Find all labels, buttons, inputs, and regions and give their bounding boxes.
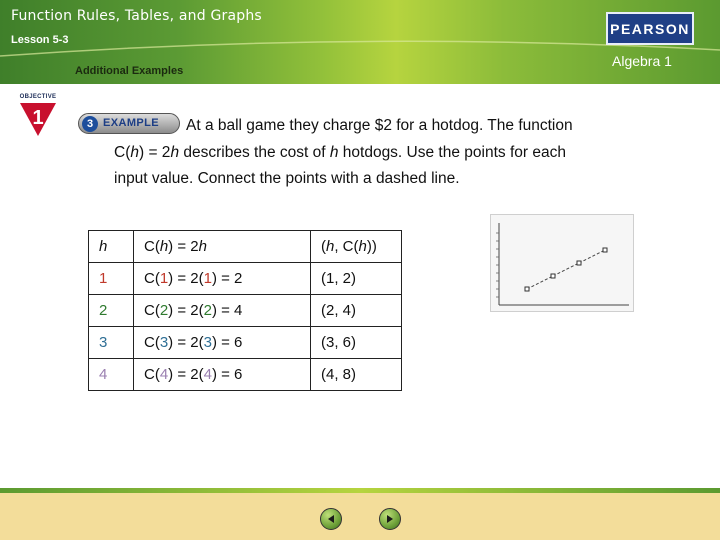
text-segment: ) = 2 bbox=[138, 144, 171, 161]
graph-dashed-segment bbox=[553, 263, 579, 276]
table-row bbox=[89, 359, 402, 391]
example-badge bbox=[78, 113, 180, 134]
cell-point: (2, 4) bbox=[311, 295, 402, 327]
table-row bbox=[89, 327, 402, 359]
objective-label: OBJECTIVE bbox=[19, 94, 57, 100]
table-header-row bbox=[89, 231, 402, 263]
cell-rule: C(2) = 2(2) = 4 bbox=[134, 295, 311, 327]
table-header-rule: C(h) = 2h bbox=[134, 231, 311, 263]
text-var-h: h bbox=[329, 144, 339, 161]
graph-dashed-segment bbox=[527, 276, 553, 289]
cell-point: (1, 2) bbox=[311, 263, 402, 295]
section-label: Additional Examples bbox=[75, 65, 184, 77]
example-text-line-1: At a ball game they charge $2 for a hotdog. The function bbox=[186, 117, 573, 134]
text-segment: C( bbox=[114, 144, 131, 161]
graph-axes bbox=[496, 223, 629, 305]
cell-rule: C(1) = 2(1) = 2 bbox=[134, 263, 311, 295]
cell-point: (4, 8) bbox=[311, 359, 402, 391]
text-segment: describes the cost of bbox=[179, 144, 330, 161]
text-segment: hotdogs. Use the points for each bbox=[338, 144, 566, 161]
table-header-h: h bbox=[89, 231, 134, 263]
cell-h: 4 bbox=[89, 359, 134, 391]
example-number: 3 bbox=[82, 116, 98, 132]
graph-point bbox=[551, 274, 555, 278]
function-table bbox=[88, 230, 402, 391]
objective-badge bbox=[14, 94, 62, 143]
next-button[interactable] bbox=[379, 508, 401, 530]
graph-point bbox=[577, 261, 581, 265]
cell-h: 3 bbox=[89, 327, 134, 359]
objective-shield-icon bbox=[14, 100, 62, 138]
graph-marks bbox=[525, 248, 607, 291]
page-title: Function Rules, Tables, and Graphs bbox=[11, 8, 262, 24]
cell-h: 2 bbox=[89, 295, 134, 327]
footer-band bbox=[0, 488, 720, 493]
footer-bar bbox=[0, 488, 720, 540]
lesson-label: Lesson 5-3 bbox=[11, 34, 69, 46]
example-text-line-3: input value. Connect the points with a dashed line. bbox=[114, 170, 460, 187]
graph-dashed-segment bbox=[579, 250, 605, 263]
graph-thumbnail bbox=[490, 214, 634, 312]
text-var-h: h bbox=[170, 144, 180, 161]
cell-rule: C(3) = 2(3) = 6 bbox=[134, 327, 311, 359]
example-text-line-2 bbox=[114, 144, 566, 162]
table-row bbox=[89, 295, 402, 327]
graph-svg bbox=[491, 215, 635, 313]
course-label: Algebra 1 bbox=[612, 53, 672, 69]
objective-number: 1 bbox=[32, 107, 44, 129]
cell-point: (3, 6) bbox=[311, 327, 402, 359]
table-row bbox=[89, 263, 402, 295]
pearson-logo: PEARSON bbox=[606, 12, 694, 45]
cell-rule: C(4) = 2(4) = 6 bbox=[134, 359, 311, 391]
triangle-left-icon bbox=[326, 514, 336, 524]
graph-point bbox=[603, 248, 607, 252]
table-header-point: (h, C(h)) bbox=[311, 231, 402, 263]
example-label: EXAMPLE bbox=[103, 117, 159, 129]
previous-button[interactable] bbox=[320, 508, 342, 530]
cell-h: 1 bbox=[89, 263, 134, 295]
triangle-right-icon bbox=[385, 514, 395, 524]
text-var-h: h bbox=[130, 144, 139, 161]
graph-point bbox=[525, 287, 529, 291]
